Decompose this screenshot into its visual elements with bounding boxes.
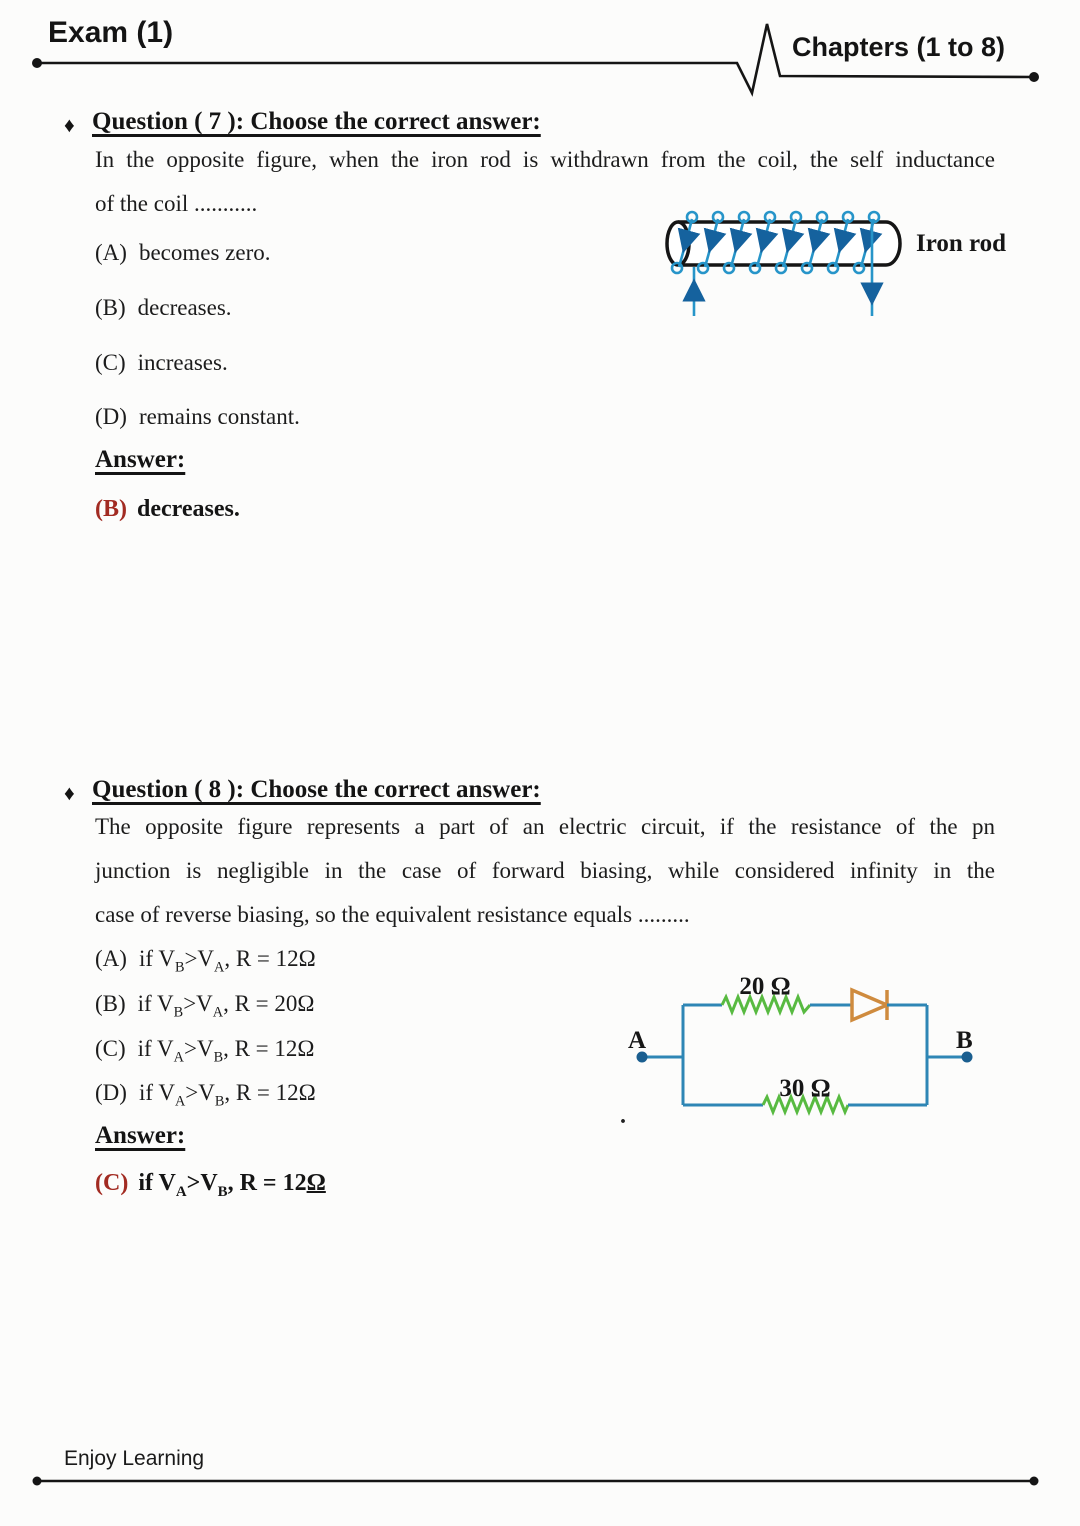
q7-option-b bbox=[95, 295, 232, 321]
q8-answer bbox=[95, 1170, 326, 1200]
node-a-label: A bbox=[628, 1027, 647, 1054]
stray-period: . bbox=[620, 1103, 626, 1129]
q7-option-c bbox=[95, 350, 228, 376]
q8-option-d bbox=[95, 1080, 316, 1110]
coil-iron-rod-figure bbox=[650, 204, 1010, 330]
q8-option-c bbox=[95, 1036, 315, 1066]
option-text: becomes zero. bbox=[138, 240, 271, 265]
answer-letter: (C) bbox=[95, 1170, 129, 1196]
option-letter: (C) bbox=[95, 350, 126, 375]
circuit-figure bbox=[615, 950, 1080, 1140]
q8-answer-label: Answer: bbox=[95, 1122, 186, 1149]
header-rule bbox=[0, 0, 1080, 112]
option-text: remains constant. bbox=[138, 404, 300, 429]
q8-body-line2: junction is negligible in the case of forward biasing, while considered infinity in the bbox=[95, 858, 995, 883]
q8-heading: Question ( 8 ): Choose the correct answer: bbox=[92, 776, 541, 803]
chapters-title: Chapters (1 to 8) bbox=[792, 32, 1006, 62]
q8-body-line3: case of reverse biasing, so the equivalent resistance equals ......... bbox=[95, 902, 690, 927]
answer-letter: (B) bbox=[95, 496, 127, 522]
footer-slogan: Enjoy Learning bbox=[64, 1447, 205, 1470]
option-text: if $V_A>V_B$, R = 12Ω bbox=[137, 1036, 315, 1066]
option-letter: (D) bbox=[95, 404, 127, 429]
q7-option-a bbox=[95, 240, 270, 266]
option-text: decreases. bbox=[137, 295, 232, 320]
option-text: if $V_B>V_A$, R = 20Ω bbox=[137, 991, 315, 1021]
q8-bullet-icon: ♦ bbox=[64, 781, 75, 805]
option-letter: (A) bbox=[95, 946, 127, 971]
option-text: if $V_A>V_B$, R = 12Ω bbox=[138, 1080, 316, 1110]
q7-answer-label: Answer: bbox=[95, 446, 186, 473]
answer-text: if $V_A>V_B$, R = 12Ω bbox=[138, 1170, 326, 1200]
option-text: increases. bbox=[137, 350, 228, 375]
exam-title: Exam (1) bbox=[48, 16, 174, 49]
q7-body-line1: In the opposite figure, when the iron rod is withdrawn from the coil, the self inductance bbox=[95, 147, 995, 172]
q7-option-d bbox=[95, 404, 300, 430]
answer-text: decreases. bbox=[137, 496, 240, 522]
q8-option-a bbox=[95, 946, 316, 976]
iron-rod-label: Iron rod bbox=[916, 230, 1007, 257]
q7-body-line2: of the coil ........... bbox=[95, 191, 258, 216]
top-resistor-label: 20 Ω bbox=[739, 973, 791, 1000]
q8-body-line1: The opposite figure represents a part of an electric circuit, if the resistance of the pn bbox=[95, 814, 995, 839]
footer-rule bbox=[0, 1466, 1080, 1496]
q8-option-b bbox=[95, 991, 315, 1021]
option-letter: (D) bbox=[95, 1080, 127, 1105]
q7-bullet-icon: ♦ bbox=[64, 113, 75, 137]
option-letter: (A) bbox=[95, 240, 127, 265]
option-letter: (C) bbox=[95, 1036, 126, 1061]
q7-answer bbox=[95, 496, 240, 523]
bottom-resistor-label: 30 Ω bbox=[779, 1075, 831, 1102]
option-letter: (B) bbox=[95, 295, 126, 320]
q7-heading: Question ( 7 ): Choose the correct answer: bbox=[92, 108, 541, 135]
diode-icon bbox=[852, 990, 887, 1020]
node-b-label: B bbox=[956, 1027, 973, 1054]
option-letter: (B) bbox=[95, 991, 126, 1016]
option-text: if $V_B>V_A$, R = 12Ω bbox=[138, 946, 316, 976]
